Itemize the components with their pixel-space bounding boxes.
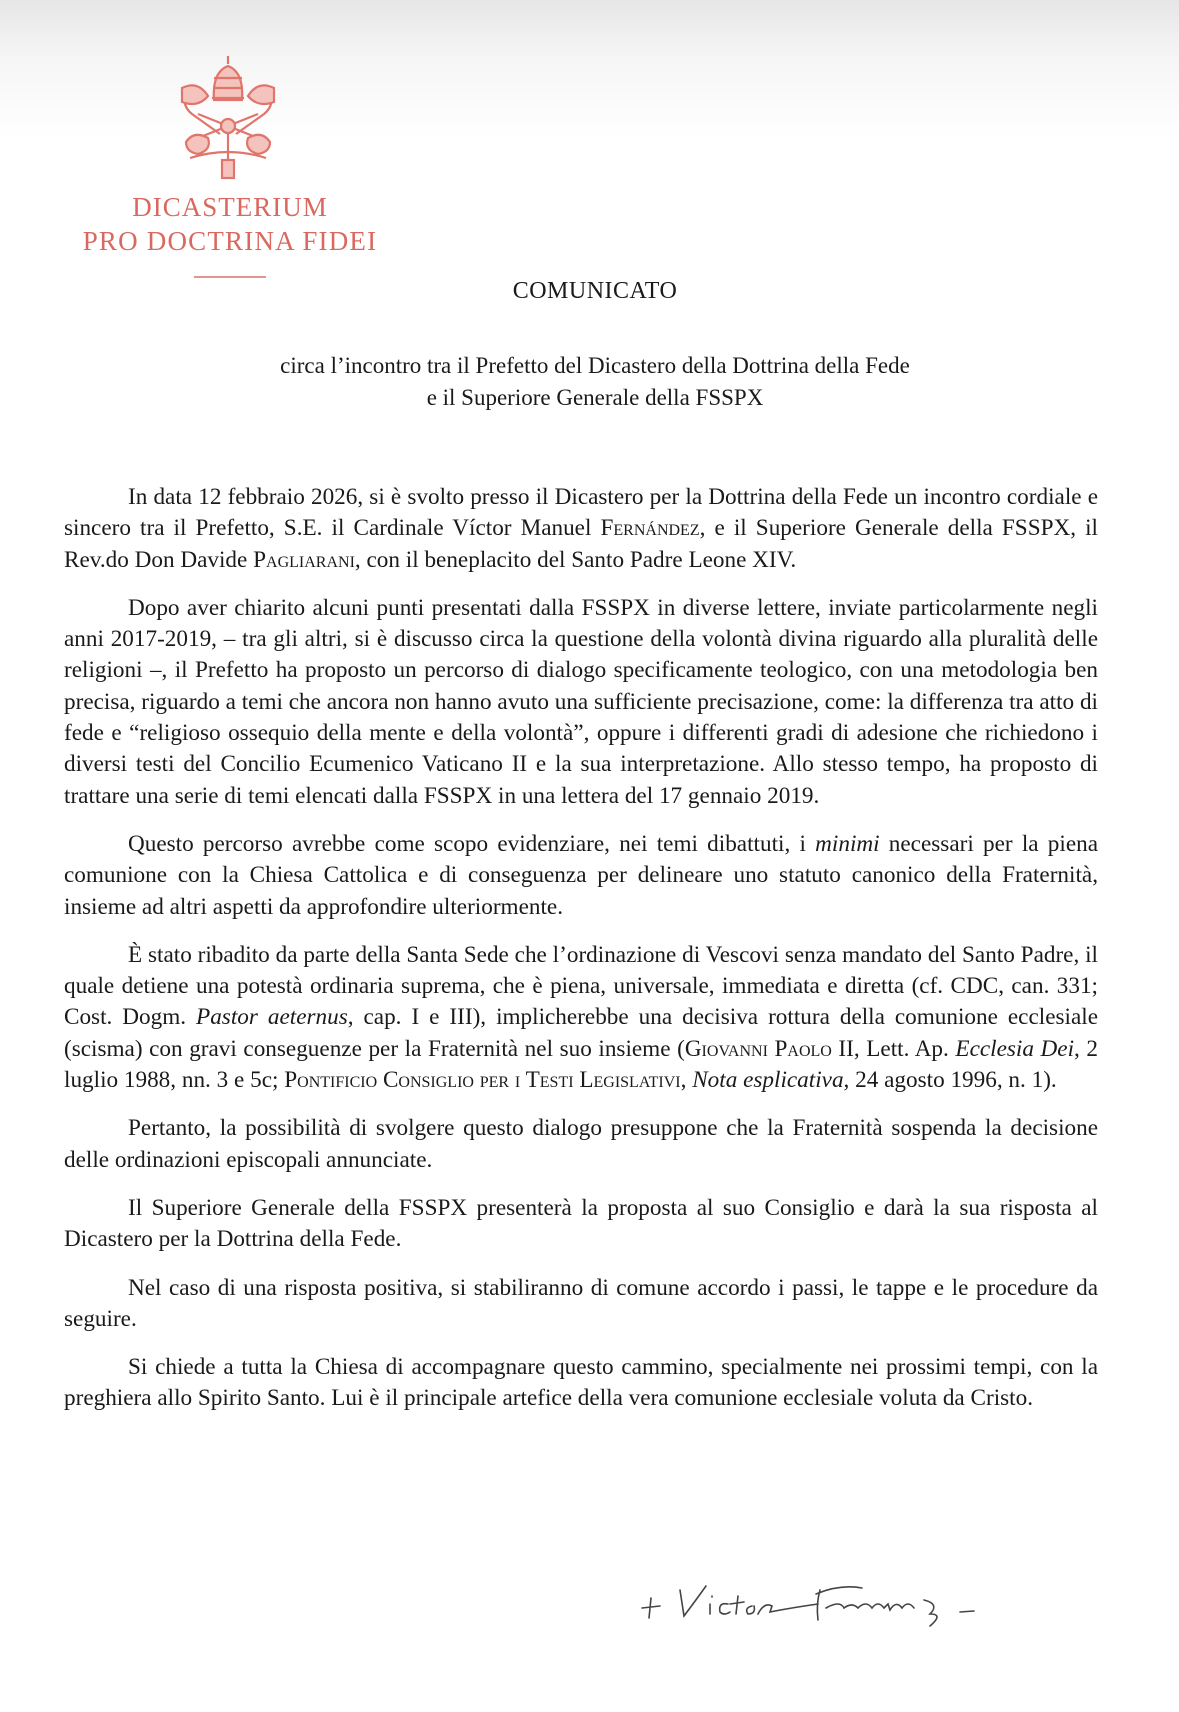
paragraph-text: , con il beneplacito del Santo Padre Leone XIV.: [354, 546, 797, 573]
citation-pontificio-consiglio: Pontificio Consiglio per i Testi Legislativi: [284, 1067, 681, 1094]
citation-ecclesia-dei: Ecclesia Dei: [955, 1035, 1075, 1062]
paragraph-3: [64, 829, 1098, 923]
document-body: [64, 482, 1098, 1432]
paragraph-text: II, Lett. Ap.: [831, 1035, 956, 1062]
handwritten-signature: [640, 1564, 1040, 1634]
paragraph-7: Nel caso di una risposta positiva, si stabiliranno di comune accordo i passi, le tappe e le procedure da seguire.: [64, 1274, 1098, 1332]
paragraph-text: ,: [680, 1067, 693, 1094]
paragraph-text: , 24 agosto 1996, n. 1).: [843, 1067, 1057, 1094]
citation-author-giovanni-paolo: Giovanni Paolo: [684, 1035, 832, 1062]
citation-nota-esplicativa: Nota esplicativa: [692, 1067, 844, 1094]
paragraph-text: necessari per la piena comunione con la Chiesa Cattolica e di conseguenza per delineare uno statuto canonico della Fraternità, insieme ad altri aspetti da approfondire ulteriormente.: [64, 830, 1098, 920]
paragraph-4: [64, 940, 1098, 1096]
paragraph-text: , cap. I e III), implicherebbe una decisiva rottura della comunione ecclesiale (scisma) con gravi conseguenze per la Fraternità nel suo insieme (: [64, 1004, 1098, 1062]
paragraph-8: Si chiede a tutta la Chiesa di accompagnare questo cammino, specialmente nei prossimi tempi, con la preghiera allo Spirito Santo. Lui è il principale artefice della vera comunione ecclesiale voluta da Cristo.: [64, 1354, 1098, 1412]
paragraph-text: , 2 luglio 1988, nn. 3 e 5c;: [64, 1035, 1099, 1094]
paragraph-2: Dopo aver chiarito alcuni punti presentati dalla FSSPX in diverse lettere, inviate particolarmente negli anni 2017-2019, – tra gli altri, si è discusso circa la questione della volontà divina riguardo alla pluralità delle religioni –, il Prefetto ha proposto un percorso di dialogo specificamente teologico, con una metodologia ben precisa, riguardo a temi che ancora non hanno avuto una sufficiente precisazione, come: la differenza tra atto di fede e “religioso ossequio della mente e della volontà”, oppure i differenti gradi di adesione che richiedono i diversi testi del Concilio Ecumenico Vaticano II e la sua interpretazione. Allo stesso tempo, ha proposto di trattare una serie di temi elencati dalla FSSPX in una lettera del 17 gennaio 2019.: [64, 594, 1098, 809]
document-subtitle: [0, 350, 1179, 414]
document-title: COMUNICATO: [512, 278, 678, 304]
paragraph-5: Pertanto, la possibilità di svolgere questo dialogo presuppone che la Fraternità sospenda la decisione delle ordinazioni episcopali annunciate.: [64, 1115, 1098, 1173]
name-pagliarani: Pagliarani: [253, 546, 355, 573]
subtitle-line-1: circa l’incontro tra il Prefetto del Dicastero della Dottrina della Fede: [280, 353, 910, 378]
letterhead: [40, 190, 420, 278]
paragraph-6: Il Superiore Generale della FSSPX presenterà la proposta al suo Consiglio e darà la sua risposta al Dicastero per la Dottrina della Fede.: [64, 1194, 1098, 1253]
paragraph-text: In data 12 febbraio 2026, si è svolto presso il Dicastero per la Dottrina della Fede un incontro cordiale e sincero tra il Prefetto, S.E. il Cardinale Víctor Manuel: [64, 484, 1098, 542]
letterhead-line-1: DICASTERIUM: [132, 192, 328, 222]
papal-keys-and-tiara-icon: [168, 52, 288, 182]
name-fernandez: Fernández: [600, 515, 700, 542]
subtitle-line-2: e il Superiore Generale della FSSPX: [426, 385, 764, 410]
citation-pastor-aeternus: Pastor aeternus: [196, 1004, 348, 1031]
letterhead-line-2: PRO DOCTRINA FIDEI: [82, 226, 378, 256]
paragraph-1: [64, 482, 1098, 576]
paragraph-text: , e il Superiore Generale della FSSPX, il Rev.do Don Davide: [64, 515, 1098, 573]
italic-term-minimi: minimi: [815, 830, 880, 857]
paragraph-text: È stato ribadito da parte della Santa Sede che l’ordinazione di Vescovi senza mandato del Santo Padre, il quale detiene una potestà ordinaria suprema, che è piena, universale, immediata e diretta (cf. CDC, can. 331; Cost. Dogm.: [64, 941, 1098, 1031]
paragraph-text: Questo percorso avrebbe come scopo evidenziare, nei temi dibattuti, i: [128, 830, 816, 857]
